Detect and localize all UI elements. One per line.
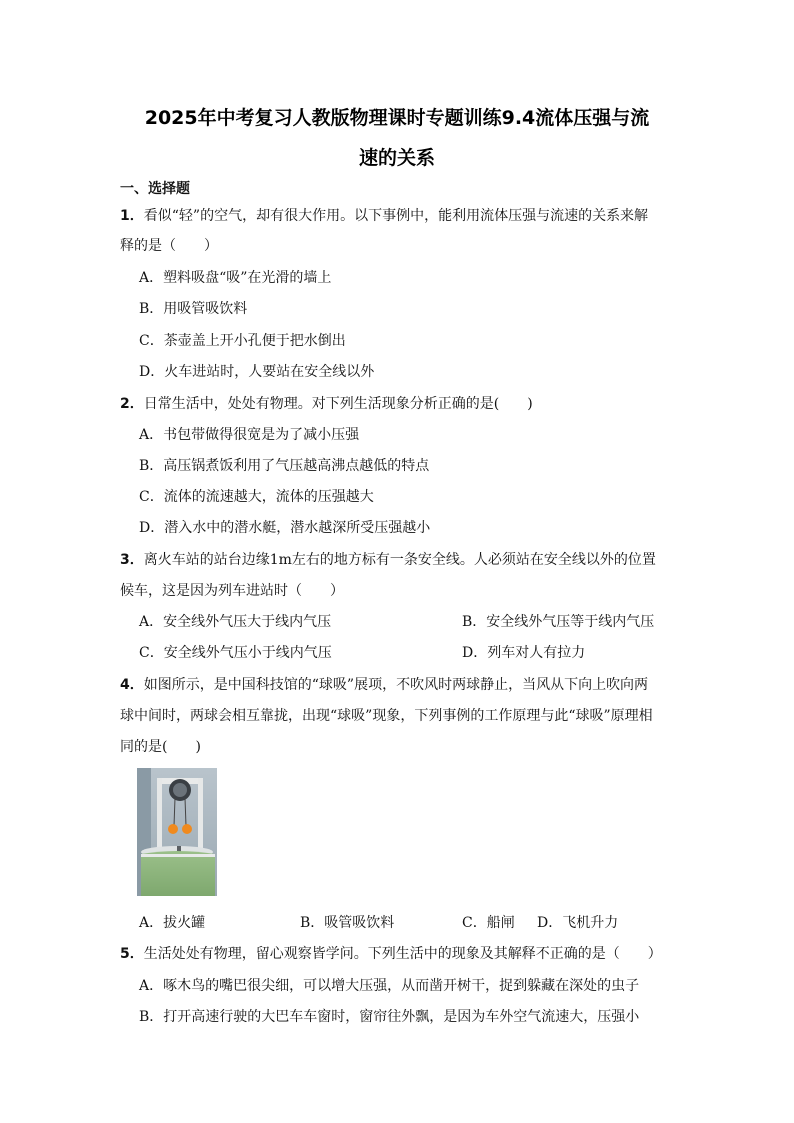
question-4-number: 4． [120,677,144,693]
question-3-line1 [120,551,656,569]
question-2-text: 日常生活中，处处有物理。对下列生活现象分析正确的是( ) [143,396,533,412]
question-4-option-d: D．飞机升力 [537,915,619,931]
question-3-option-a: A．安全线外气压大于线内气压 [139,614,332,630]
question-5-option-a: A．啄木鸟的嘴巴很尖细，可以增大压强，从而凿开树干，捉到躲藏在深处的虫子 [139,978,640,994]
question-4-option-c: C．船闸 [462,915,515,931]
question-1-text: 看似“轻”的空气，却有很大作用。以下事例中，能利用流体压强与流速的关系来解 [143,208,649,224]
question-4-option-b: B．吸管吸饮料 [300,915,395,931]
question-5-line1 [120,945,662,963]
question-4-line1 [120,676,648,694]
question-1-option-a: A．塑料吸盘“吸”在光滑的墙上 [139,270,332,286]
question-5-text: 生活处处有物理，留心观察皆学问。下列生活中的现象及其解释不正确的是（ ） [143,946,662,962]
question-1-line2: 释的是（ ） [120,238,218,254]
question-2-option-d: D．潜入水中的潜水艇，潜水越深所受压强越小 [139,520,431,536]
question-1-line1 [120,207,648,225]
ball-suction-exhibit-photo [137,768,217,896]
question-4-option-a: A．拔火罐 [139,915,206,931]
question-1-option-c: C．茶壶盖上开小孔便于把水倒出 [139,333,346,349]
question-4-text: 如图所示，是中国科技馆的“球吸”展项，不吹风时两球静止，当风从下向上吹向两 [143,677,649,693]
question-4-line2: 球中间时，两球会相互靠拢，出现“球吸”现象，下列事例的工作原理与此“球吸”原理相 [120,708,653,724]
question-5-number: 5． [120,946,144,962]
question-4-line3: 同的是( ) [120,739,201,755]
question-2-option-b: B．高压锅煮饭利用了气压越高沸点越低的特点 [139,458,430,474]
question-2-line1 [120,395,533,413]
question-2-number: 2． [120,396,144,412]
question-3-text: 离火车站的站台边缘1m左右的地方标有一条安全线。人必须站在安全线以外的位置 [143,552,656,568]
question-1-number: 1． [120,208,144,224]
question-5-option-b: B．打开高速行驶的大巴车车窗时，窗帘往外飘，是因为车外空气流速大，压强小 [139,1009,640,1025]
question-2-option-a: A．书包带做得很宽是为了减小压强 [139,427,360,443]
question-3-option-c: C．安全线外气压小于线内气压 [139,645,332,661]
document-title-line2: 速的关系 [358,147,435,169]
question-3-number: 3． [120,552,144,568]
question-1-option-b: B．用吸管吸饮料 [139,301,248,317]
section-heading: 一、选择题 [120,181,190,197]
question-2-option-c: C．流体的流速越大，流体的压强越大 [139,489,374,505]
question-1-option-d: D．火车进站时，人要站在安全线以外 [139,364,375,380]
question-3-option-d: D．列车对人有拉力 [462,645,586,661]
question-3-option-b: B．安全线外气压等于线内气压 [462,614,655,630]
document-title-line1: 2025年中考复习人教版物理课时专题训练9.4流体压强与流 [144,107,650,129]
question-3-line2: 候车，这是因为列车进站时（ ） [120,583,344,599]
